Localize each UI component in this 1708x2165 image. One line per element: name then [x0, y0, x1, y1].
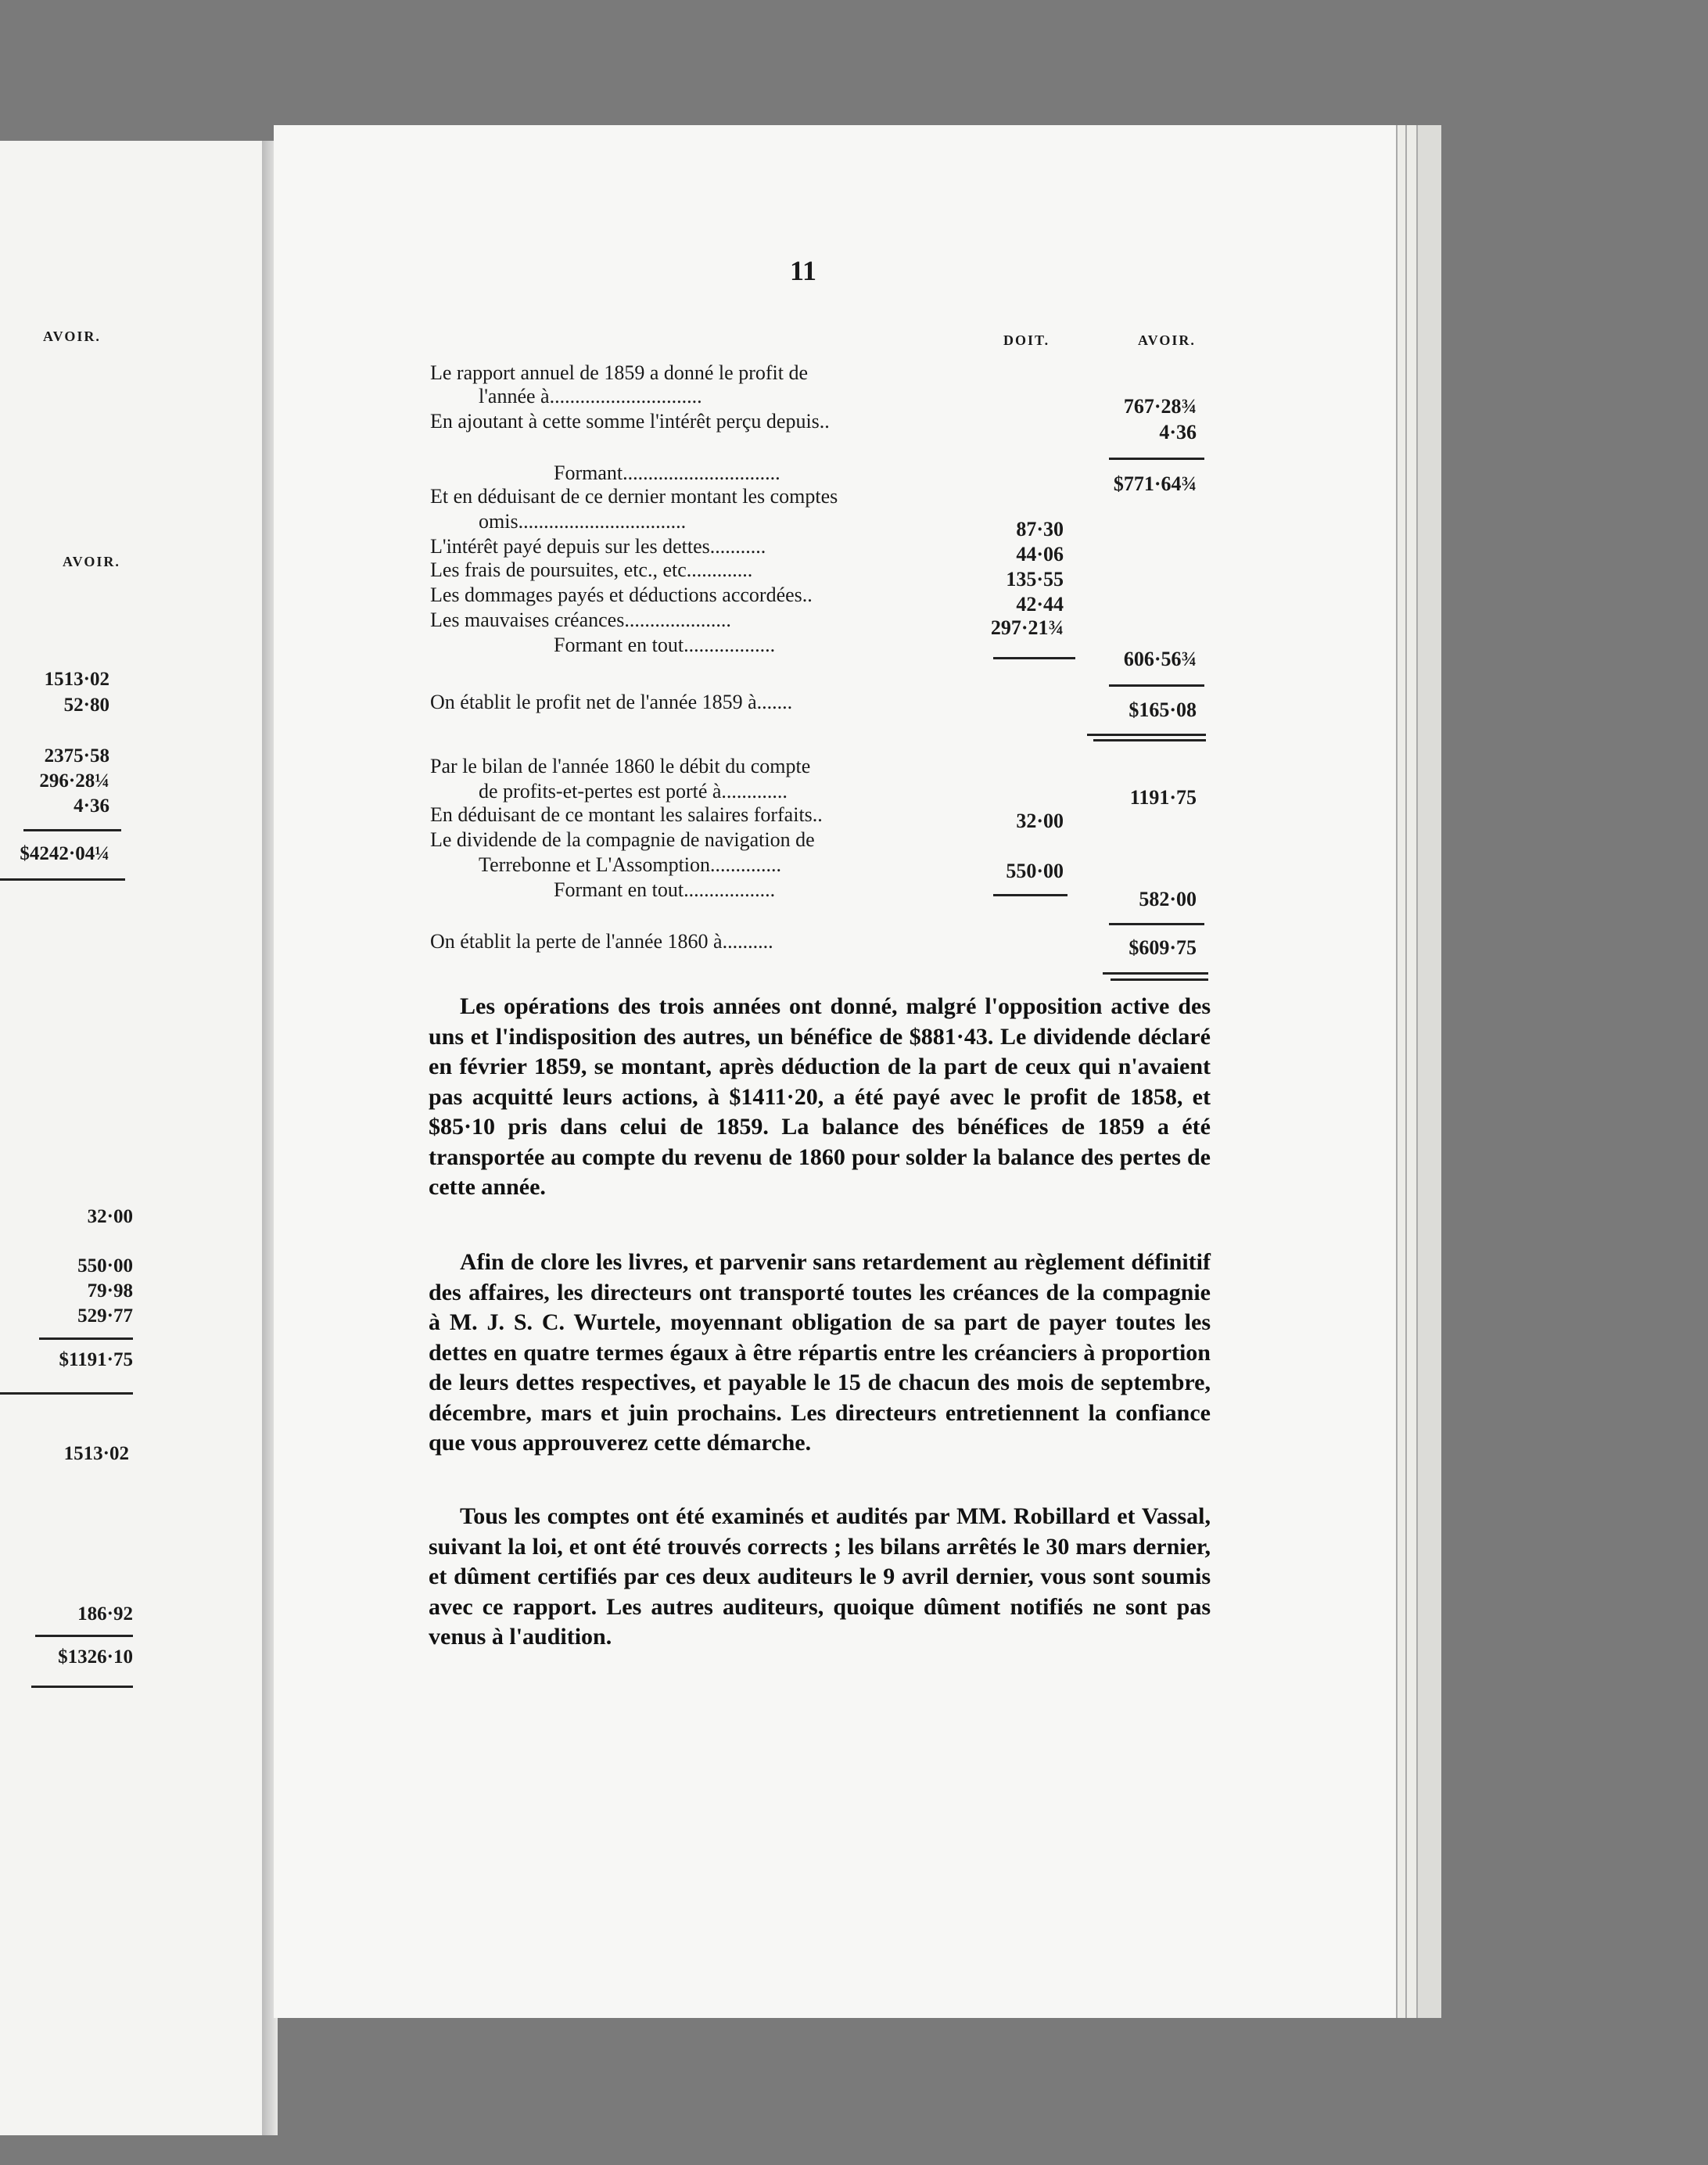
report-paragraph [429, 1248, 1211, 1459]
left-rule [39, 1337, 133, 1340]
paragraph-text: Les opérations des trois années ont donné, malgré l'opposition active des uns et l'indisposition des autres, un bénéfice de $881·43. Le dividende déclaré en février 1859, se montant, après déduction de la part de ceux qui n'avaient pas acquitté leurs actions, à $1411·20, a été payé avec le profit de 1858, et $85·10 pris dans celui de 1859. La balance des bénéfices de 1859 a été transportée au compte du revenu de 1860 pour solder la balance des pertes de cette année. [429, 993, 1211, 1200]
ledger-line: Les dommages payés et déductions accordées.. [430, 583, 813, 606]
ledger-rule [993, 894, 1068, 896]
credit-value: 606·56¾ [1123, 648, 1197, 670]
report-paragraph [429, 992, 1211, 1203]
ledger-line: Le dividende de la compagnie de navigation de [430, 828, 815, 851]
paragraph-text: Afin de clore les livres, et parvenir sans retardement au règlement définitif des affaires, les directeurs ont transporté toutes les créances de la compagnie à M. J. S. C. Wurtele, moyennant obligation de sa part de payer toutes les dettes en quatre termes égaux à être répartis entre les créanciers à proportion de leurs dettes respectives, et payable le 15 de chacun des mois de septembre, décembre, mars et juin prochains. Les directeurs entretiennent la confiance que vous approuverez cette démarche. [429, 1249, 1211, 1456]
credit-total: $609·75 [1128, 936, 1197, 959]
debit-column-header: DOIT. [1003, 332, 1050, 348]
ledger-line: l'année à.............................. [479, 385, 702, 408]
ledger-rule [1109, 923, 1204, 925]
left-number: 52·80 [63, 695, 109, 716]
ledger-line: Par le bilan de l'année 1860 le débit du compte [430, 755, 811, 777]
left-number: 529·77 [77, 1305, 133, 1327]
ledger-rule [1109, 684, 1204, 687]
debit-value: 32·00 [1016, 810, 1064, 832]
ledger-line: omis................................. [479, 510, 687, 533]
ledger-line: Et en déduisant de ce dernier montant les comptes [430, 485, 838, 508]
ledger-line: On établit le profit net de l'année 1859 à....... [430, 691, 793, 713]
left-number: 296·28¼ [39, 770, 109, 792]
left-number: 1513·02 [44, 669, 109, 690]
left-number: 79·98 [87, 1280, 133, 1302]
credit-column-header: AVOIR. [1138, 332, 1196, 348]
ledger-line: Le rapport annuel de 1859 a donné le profit de [430, 361, 808, 384]
left-total: $1326·10 [58, 1646, 133, 1668]
left-number: 186·92 [77, 1603, 133, 1625]
left-avoir-header-1: AVOIR. [43, 329, 101, 344]
left-number: 4·36 [74, 795, 109, 817]
credit-value: 767·28¾ [1123, 395, 1197, 418]
credit-total: $165·08 [1128, 698, 1197, 721]
ledger-line: Les frais de poursuites, etc., etc............. [430, 558, 753, 581]
left-page [0, 141, 264, 2135]
left-total: $4242·04¼ [20, 843, 109, 864]
ledger-line: de profits-et-pertes est porté à............. [479, 780, 788, 802]
ledger-line: L'intérêt payé depuis sur les dettes........... [430, 535, 766, 558]
left-rule [35, 1635, 133, 1637]
debit-value: 44·06 [1016, 543, 1064, 565]
credit-subtotal: $771·64¾ [1113, 472, 1197, 495]
ledger-line: Formant en tout.................. [554, 878, 776, 901]
left-avoir-header-2: AVOIR. [63, 554, 120, 569]
page-edge [1416, 125, 1441, 2018]
left-total: $1191·75 [59, 1349, 133, 1370]
page-number: 11 [790, 255, 817, 286]
report-paragraph [429, 1502, 1211, 1653]
credit-value: 582·00 [1139, 888, 1197, 910]
ledger-line: Formant en tout.................. [554, 634, 776, 656]
left-rule [0, 878, 125, 881]
credit-value: 1191·75 [1129, 786, 1197, 809]
debit-value: 297·21¾ [990, 616, 1064, 639]
ledger-rule [1103, 972, 1208, 975]
left-number: 32·00 [87, 1206, 133, 1227]
left-rule [0, 1392, 133, 1395]
ledger-line: On établit la perte de l'année 1860 à.......... [430, 930, 773, 953]
left-number: 2375·58 [44, 745, 109, 767]
ledger-rule [1093, 739, 1206, 741]
ledger-line: Les mauvaises créances..................... [430, 609, 731, 631]
ledger-rule [1087, 734, 1206, 736]
debit-value: 87·30 [1016, 518, 1064, 540]
debit-value: 42·44 [1016, 593, 1064, 616]
left-number: 1513·02 [63, 1443, 129, 1464]
debit-value: 135·55 [1006, 568, 1064, 591]
ledger-rule [993, 657, 1075, 659]
paragraph-text: Tous les comptes ont été examinés et audités par MM. Robillard et Vassal, suivant la loi, et ont été trouvés corrects ; les bilans arrêtés le 30 mars dernier, et dûment certifiés par ces deux auditeurs le 9 avril dernier, vous sont soumis avec ce rapport. Les autres auditeurs, quoique dûment notifiés ne sont pas venus à l'audition. [429, 1503, 1211, 1650]
left-number: 550·00 [77, 1255, 133, 1276]
ledger-line: Terrebonne et L'Assomption.............. [479, 853, 782, 876]
ledger-line: En déduisant de ce montant les salaires forfaits.. [430, 803, 823, 826]
ledger-line: Formant............................... [554, 461, 780, 484]
ledger-rule [1109, 458, 1204, 460]
credit-value: 4·36 [1159, 421, 1197, 443]
ledger-line: En ajoutant à cette somme l'intérêt perçu depuis.. [430, 410, 830, 433]
left-rule [31, 1686, 133, 1688]
left-rule [23, 829, 121, 831]
ledger-rule [1111, 978, 1208, 981]
debit-value: 550·00 [1006, 860, 1064, 882]
